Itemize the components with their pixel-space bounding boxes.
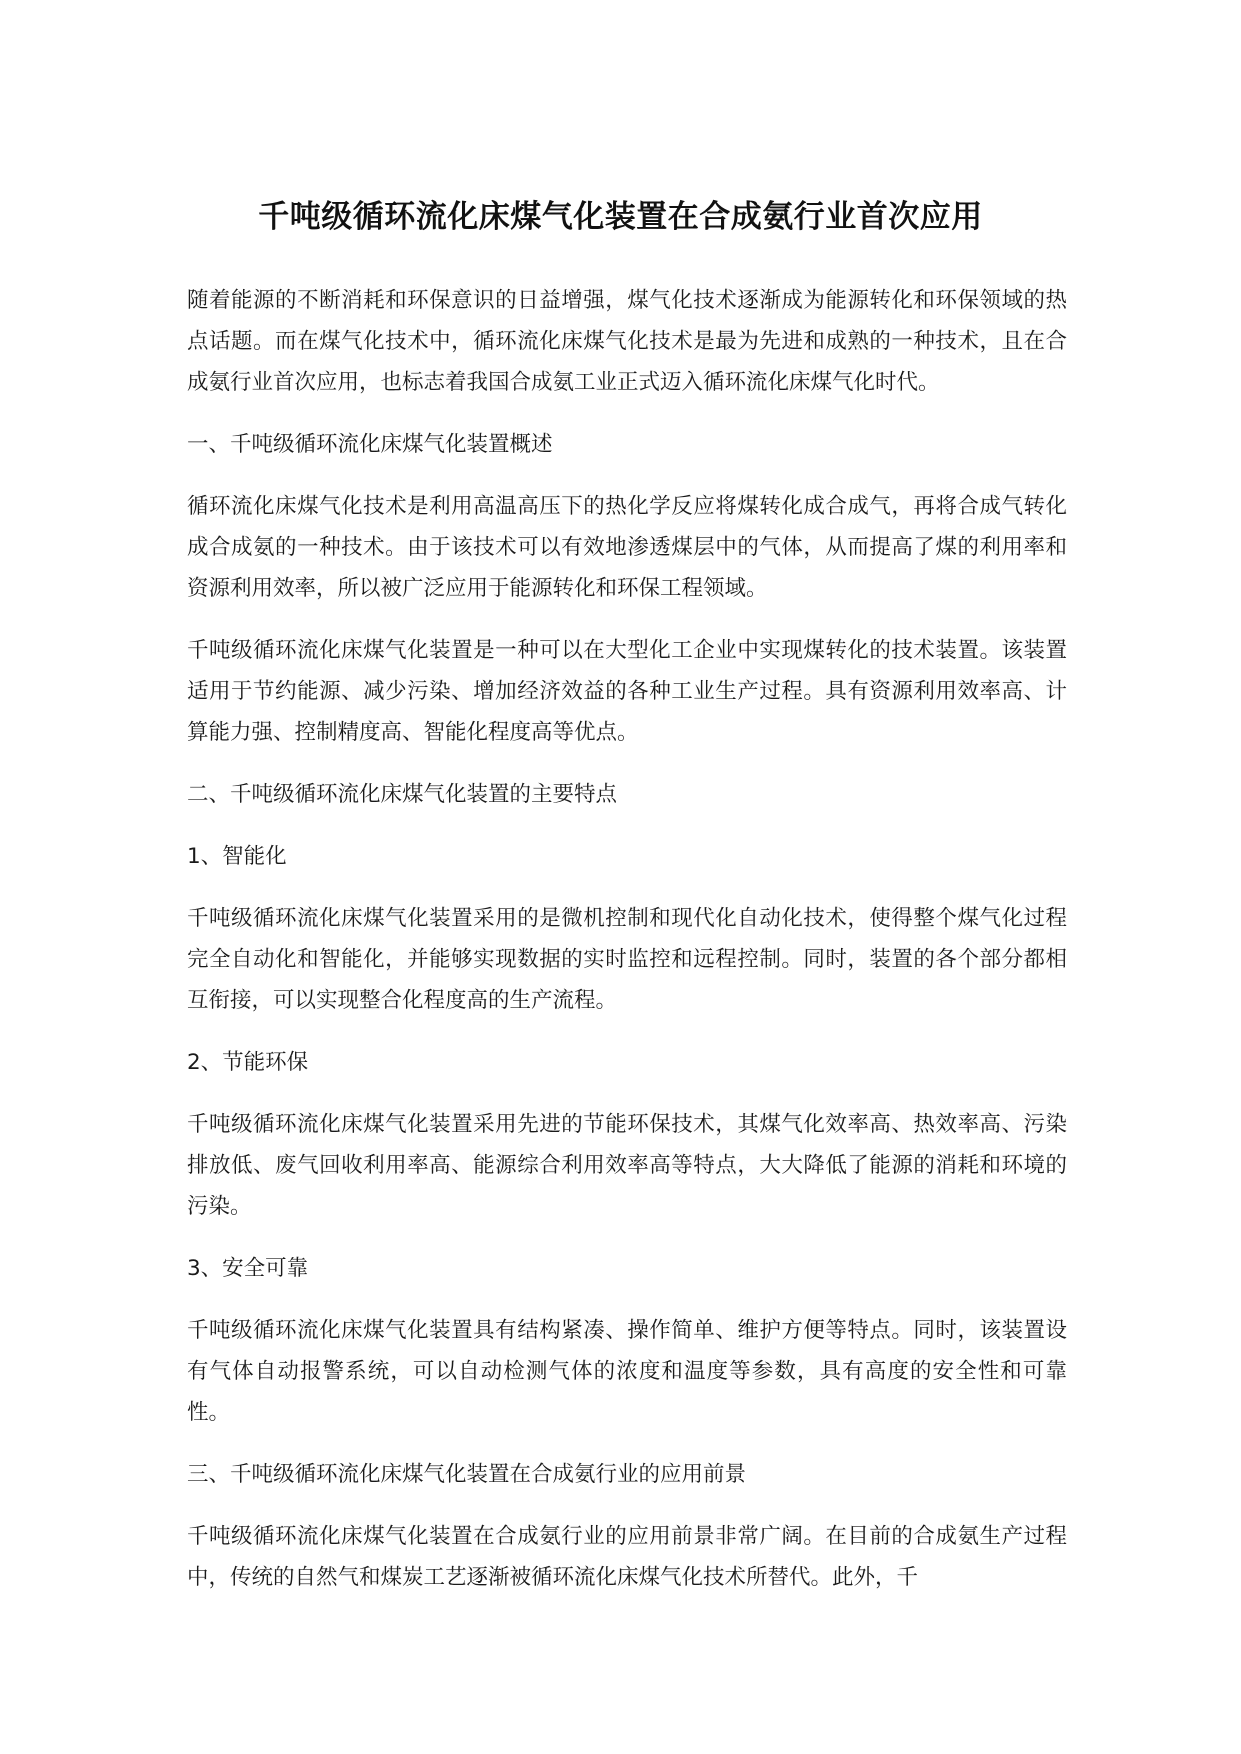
page-title: 千吨级循环流化床煤气化装置在合成氨行业首次应用	[258, 198, 983, 235]
paragraph-overview-1: 循环流化床煤气化技术是利用高温高压下的热化学反应将煤转化成合成气，再将合成气转化成合成氨的一种技术。由于该技术可以有效地渗透煤层中的气体，从而提高了煤的利用率和资源利用效率，所以被广泛应用于能源转化和环保工程领域。	[187, 494, 1067, 601]
document-body	[187, 280, 1067, 1619]
section-heading-3: 三、千吨级循环流化床煤气化装置在合成氨行业的应用前景	[187, 1462, 747, 1487]
subheading-intelligent: 1、智能化	[187, 844, 287, 869]
paragraph-prospects: 千吨级循环流化床煤气化装置在合成氨行业的应用前景非常广阔。在目前的合成氨生产过程中，传统的自然气和煤炭工艺逐渐被循环流化床煤气化技术所替代。此外，千	[187, 1524, 1067, 1590]
paragraph-safety: 千吨级循环流化床煤气化装置具有结构紧凑、操作简单、维护方便等特点。同时，该装置设有气体自动报警系统，可以自动检测气体的浓度和温度等参数，具有高度的安全性和可靠性。	[187, 1318, 1067, 1425]
paragraph-energy-saving: 千吨级循环流化床煤气化装置采用先进的节能环保技术，其煤气化效率高、热效率高、污染排放低、废气回收利用率高、能源综合利用效率高等特点，大大降低了能源的消耗和环境的污染。	[187, 1112, 1067, 1219]
paragraph-overview-2: 千吨级循环流化床煤气化装置是一种可以在大型化工企业中实现煤转化的技术装置。该装置适用于节约能源、减少污染、增加经济效益的各种工业生产过程。具有资源利用效率高、计算能力强、控制精度高、智能化程度高等优点。	[187, 638, 1067, 745]
subheading-safety: 3、安全可靠	[187, 1256, 309, 1281]
section-heading-2: 二、千吨级循环流化床煤气化装置的主要特点	[187, 782, 618, 807]
paragraph-intro: 随着能源的不断消耗和环保意识的日益增强，煤气化技术逐渐成为能源转化和环保领域的热点话题。而在煤气化技术中，循环流化床煤气化技术是最为先进和成熟的一种技术，且在合成氨行业首次应用，也标志着我国合成氨工业正式迈入循环流化床煤气化时代。	[187, 288, 1067, 395]
subheading-energy-saving: 2、节能环保	[187, 1050, 309, 1075]
paragraph-intelligent: 千吨级循环流化床煤气化装置采用的是微机控制和现代化自动化技术，使得整个煤气化过程完全自动化和智能化，并能够实现数据的实时监控和远程控制。同时，装置的各个部分都相互衔接，可以实现整合化程度高的生产流程。	[187, 906, 1067, 1013]
section-heading-1: 一、千吨级循环流化床煤气化装置概述	[187, 432, 553, 457]
